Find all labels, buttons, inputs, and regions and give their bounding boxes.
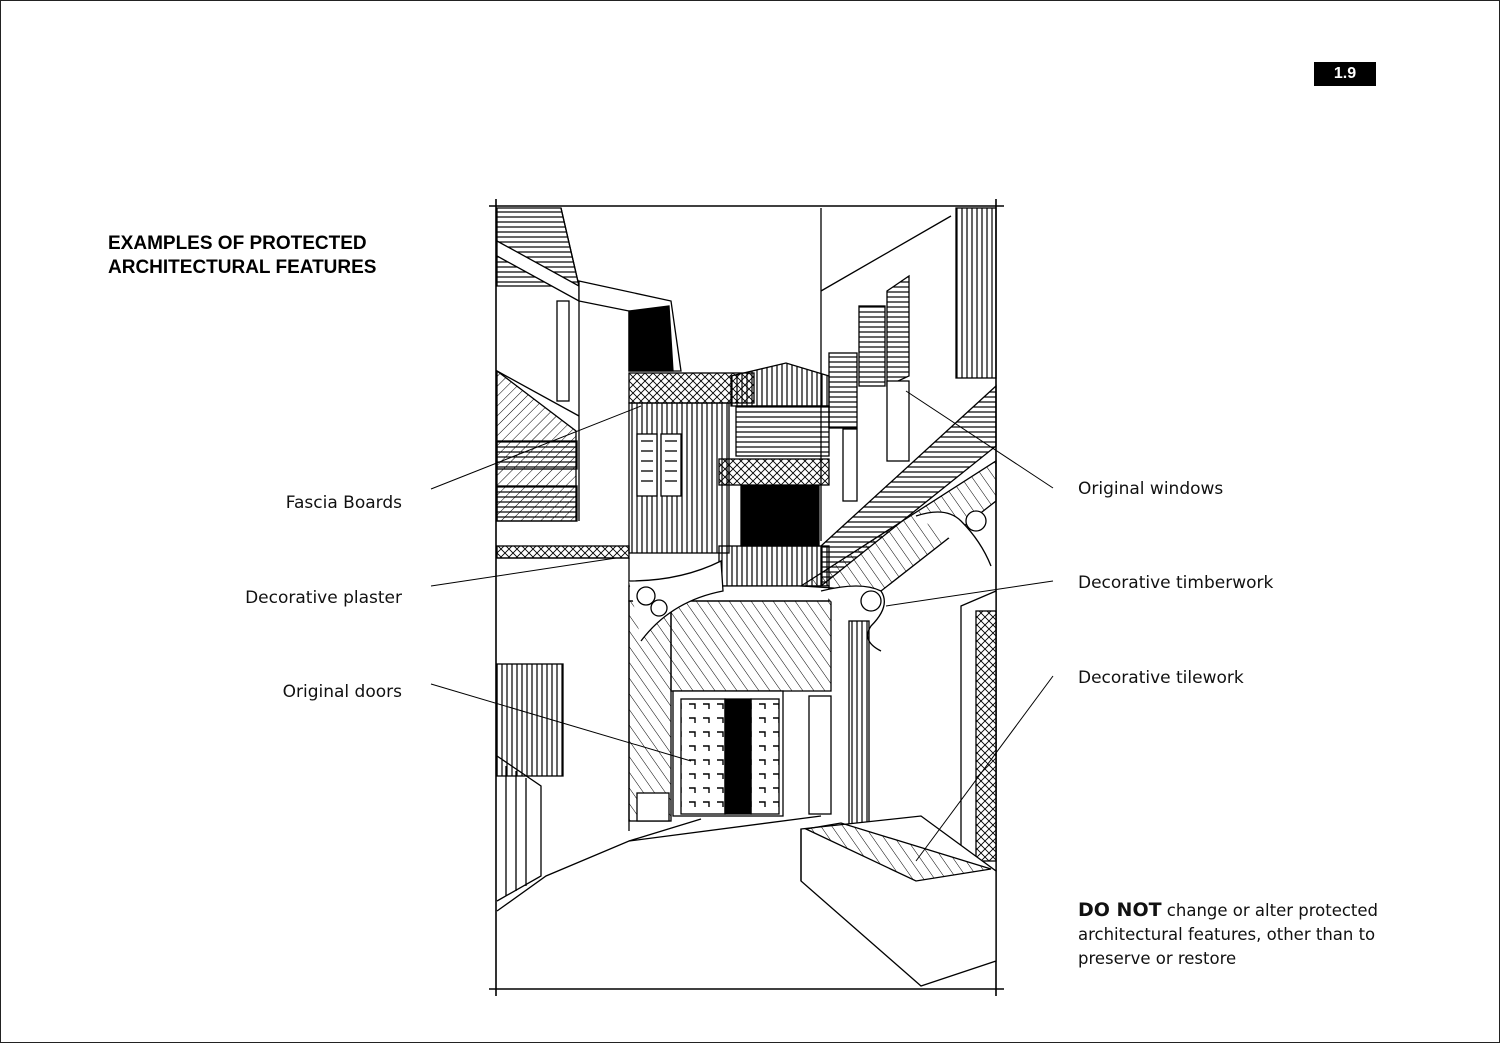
note-emphasis: DO NOT [1078, 899, 1162, 921]
sketch-centre-buildings [579, 281, 831, 841]
label-original-doors: Original doors [282, 682, 402, 702]
street-sketch-illustration [1, 1, 1500, 1044]
heading-line-1: EXAMPLES OF PROTECTED [108, 233, 367, 254]
label-decorative-tilework: Decorative tilework [1078, 668, 1244, 688]
warning-note [1078, 898, 1398, 971]
heading-line-2: ARCHITECTURAL FEATURES [108, 257, 377, 278]
sketch-right-building [801, 208, 996, 986]
page-number-badge: 1.9 [1314, 62, 1376, 86]
label-decorative-timberwork: Decorative timberwork [1078, 573, 1274, 593]
label-decorative-plaster: Decorative plaster [245, 588, 402, 608]
label-fascia-boards: Fascia Boards [285, 493, 402, 513]
leader-decorative-plaster [431, 558, 616, 586]
note-text: change or alter protected architectural features, other than to preserve or restore [1078, 901, 1379, 968]
label-original-windows: Original windows [1078, 479, 1224, 499]
